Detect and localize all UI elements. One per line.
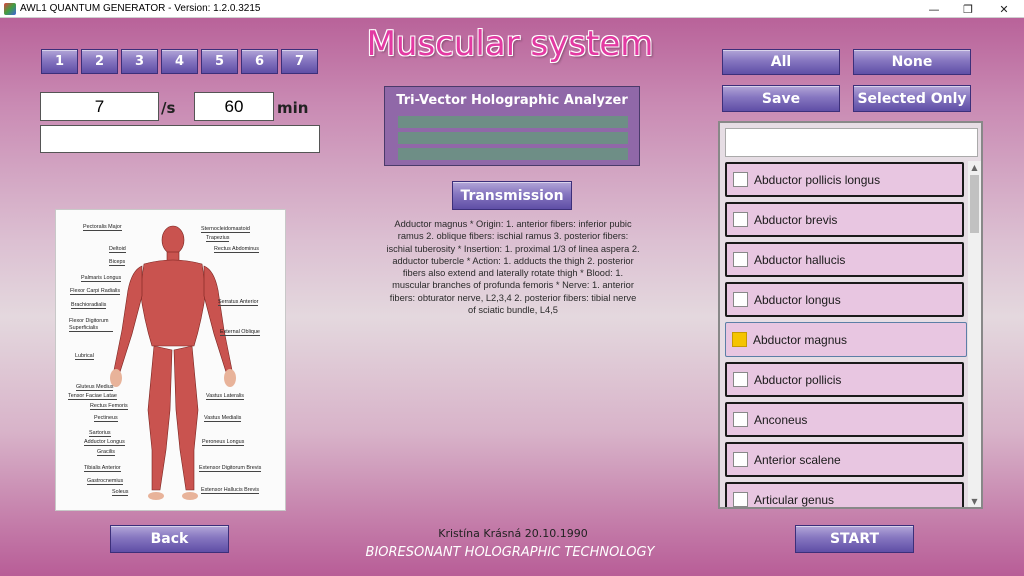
list-item[interactable] xyxy=(725,162,964,197)
minimize-button[interactable]: — xyxy=(928,2,940,16)
list-item-label: Abductor magnus xyxy=(753,332,848,347)
label-flexor-carpi-radialis: Flexor Carpi Radialis xyxy=(70,288,121,294)
list-item-selected[interactable] xyxy=(725,322,967,357)
label-vastus-medialis: Vastus Medialis xyxy=(204,415,242,421)
label-deltoid: Deltoid xyxy=(109,246,126,252)
analyzer-bar-2 xyxy=(398,132,628,144)
label-extensor-hallucis-brevis: Extensor Hallucis Brevis xyxy=(201,487,260,493)
window-titlebar xyxy=(0,0,1024,18)
scrollbar-thumb[interactable] xyxy=(970,175,979,233)
list-scrollbar[interactable] xyxy=(968,161,981,507)
window-title: AWL1 QUANTUM GENERATOR - Version: 1.2.0.3215 xyxy=(20,3,261,14)
tagline: BIORESONANT HOLOGRAPHIC TECHNOLOGY xyxy=(365,545,655,560)
select-none-button[interactable]: None xyxy=(853,49,971,75)
list-item-label: Abductor pollicis longus xyxy=(754,172,881,187)
selected-only-button[interactable]: Selected Only xyxy=(853,85,971,112)
label-rectus-abdominus: Rectus Abdominus xyxy=(214,246,259,252)
holographic-analyzer-panel xyxy=(384,86,640,166)
label-adductor-longus: Adductor Longus xyxy=(84,439,125,445)
label-tensor-faciae-latae: Tensor Faciae Latae xyxy=(68,393,117,399)
label-palmaris-longus: Palmaris Longus xyxy=(81,275,122,281)
user-signature: Kristína Krásná 20.10.1990 xyxy=(438,527,588,540)
program-button-1[interactable]: 1 xyxy=(41,49,78,74)
app-icon xyxy=(4,3,16,15)
back-button[interactable]: Back xyxy=(110,525,229,553)
label-tibialis-anterior: Tibialis Anterior xyxy=(84,465,121,471)
label-lubrical: Lubrical xyxy=(75,353,94,359)
select-all-button[interactable]: All xyxy=(722,49,840,75)
label-soleus: Soleus xyxy=(112,489,129,495)
label-extensor-digitorum-brevis: Extensor Digitorum Brevis xyxy=(199,465,262,471)
label-vastus-lateralis: Vastus Lateralis xyxy=(206,393,244,399)
list-item-label: Anconeus xyxy=(754,412,808,427)
list-item-label: Abductor brevis xyxy=(754,212,838,227)
scroll-down-icon[interactable]: ▼ xyxy=(971,496,978,506)
checkbox[interactable] xyxy=(733,292,748,307)
list-item[interactable] xyxy=(725,402,964,437)
checkbox[interactable] xyxy=(733,372,748,387)
secondary-input[interactable] xyxy=(40,125,320,153)
checkbox[interactable] xyxy=(733,172,748,187)
close-button[interactable]: ✕ xyxy=(999,2,1009,16)
page-title: Muscular system xyxy=(366,24,654,64)
label-biceps: Biceps xyxy=(109,259,126,265)
label-trapezius: Trapezius xyxy=(206,235,230,241)
checkbox-checked[interactable] xyxy=(732,332,747,347)
program-button-7[interactable]: 7 xyxy=(281,49,318,74)
label-rectus-femoris: Rectus Femoris xyxy=(90,403,128,409)
label-peroneus-longus: Peroneus Longus xyxy=(202,439,245,445)
checkbox[interactable] xyxy=(733,412,748,427)
list-item[interactable] xyxy=(725,482,964,509)
rate-unit-label: /s xyxy=(161,99,176,117)
list-item-label: Articular genus xyxy=(754,492,835,507)
list-item[interactable] xyxy=(725,242,964,277)
label-flexor-digitorum-superficialis: Flexor Digitorum Superficialis xyxy=(69,318,113,332)
checkbox[interactable] xyxy=(733,492,748,507)
program-button-3[interactable]: 3 xyxy=(121,49,158,74)
list-item[interactable] xyxy=(725,282,964,317)
rate-input[interactable]: 7 xyxy=(40,92,159,121)
label-sternocleidomastoid: Sternocleidomastoid xyxy=(201,226,250,232)
label-gracilis: Gracilis xyxy=(97,449,115,455)
list-filter-input[interactable] xyxy=(725,128,978,157)
label-pectineus: Pectineus xyxy=(94,415,118,421)
program-button-2[interactable]: 2 xyxy=(81,49,118,74)
label-external-oblique: External Oblique xyxy=(220,329,260,335)
duration-unit-label: min xyxy=(277,99,309,117)
list-item-label: Abductor hallucis xyxy=(754,252,846,267)
list-item[interactable] xyxy=(725,442,964,477)
label-gluteus-medius: Gluteus Medius xyxy=(76,384,114,390)
program-button-6[interactable]: 6 xyxy=(241,49,278,74)
label-serratus-anterior: Serratus Anterior xyxy=(218,299,259,305)
start-button[interactable]: START xyxy=(795,525,914,553)
program-button-5[interactable]: 5 xyxy=(201,49,238,74)
muscle-list-panel xyxy=(718,121,983,509)
anatomy-image xyxy=(55,209,286,511)
analyzer-bar-3 xyxy=(398,148,628,160)
save-button[interactable]: Save xyxy=(722,85,840,112)
label-sartorius: Sartorius xyxy=(89,430,111,436)
list-item[interactable] xyxy=(725,362,964,397)
analyzer-title: Tri-Vector Holographic Analyzer xyxy=(396,93,628,108)
list-item-label: Anterior scalene xyxy=(754,452,841,467)
analyzer-bar-1 xyxy=(398,116,628,128)
maximize-button[interactable]: ❐ xyxy=(963,2,973,16)
list-item-label: Abductor pollicis xyxy=(754,372,842,387)
duration-input[interactable]: 60 xyxy=(194,92,274,121)
transmission-button[interactable]: Transmission xyxy=(452,181,572,210)
checkbox[interactable] xyxy=(733,252,748,267)
label-brachioradialis: Brachioradialis xyxy=(71,302,107,308)
program-button-4[interactable]: 4 xyxy=(161,49,198,74)
label-gastrocnemius: Gastrocnemius xyxy=(87,478,124,484)
checkbox[interactable] xyxy=(733,452,748,467)
label-pectoralis-major: Pectoralis Major xyxy=(83,224,122,230)
muscle-description: Adductor magnus * Origin: 1. anterior fibers: inferior pubic ramus 2. oblique fibers: ischial ramus 3. posterior fibers: ischial tuberosity * Insertion: 1. proximal 1/3 of linea aspera 2. adductor tubercle * Action: 1. adducts the thigh 2. posterior fibers also extend and laterally rotate thigh * Blood: 1. muscular branches of profunda femoris * Nerve: 1. anterior fibers: obturator nerve, L2,3,4 2. posterior fibers: tibial nerve of sciatic bundle, L4,5 xyxy=(386,219,640,316)
list-item-label: Abductor longus xyxy=(754,292,841,307)
scroll-up-icon[interactable]: ▲ xyxy=(971,162,978,172)
list-item[interactable] xyxy=(725,202,964,237)
checkbox[interactable] xyxy=(733,212,748,227)
